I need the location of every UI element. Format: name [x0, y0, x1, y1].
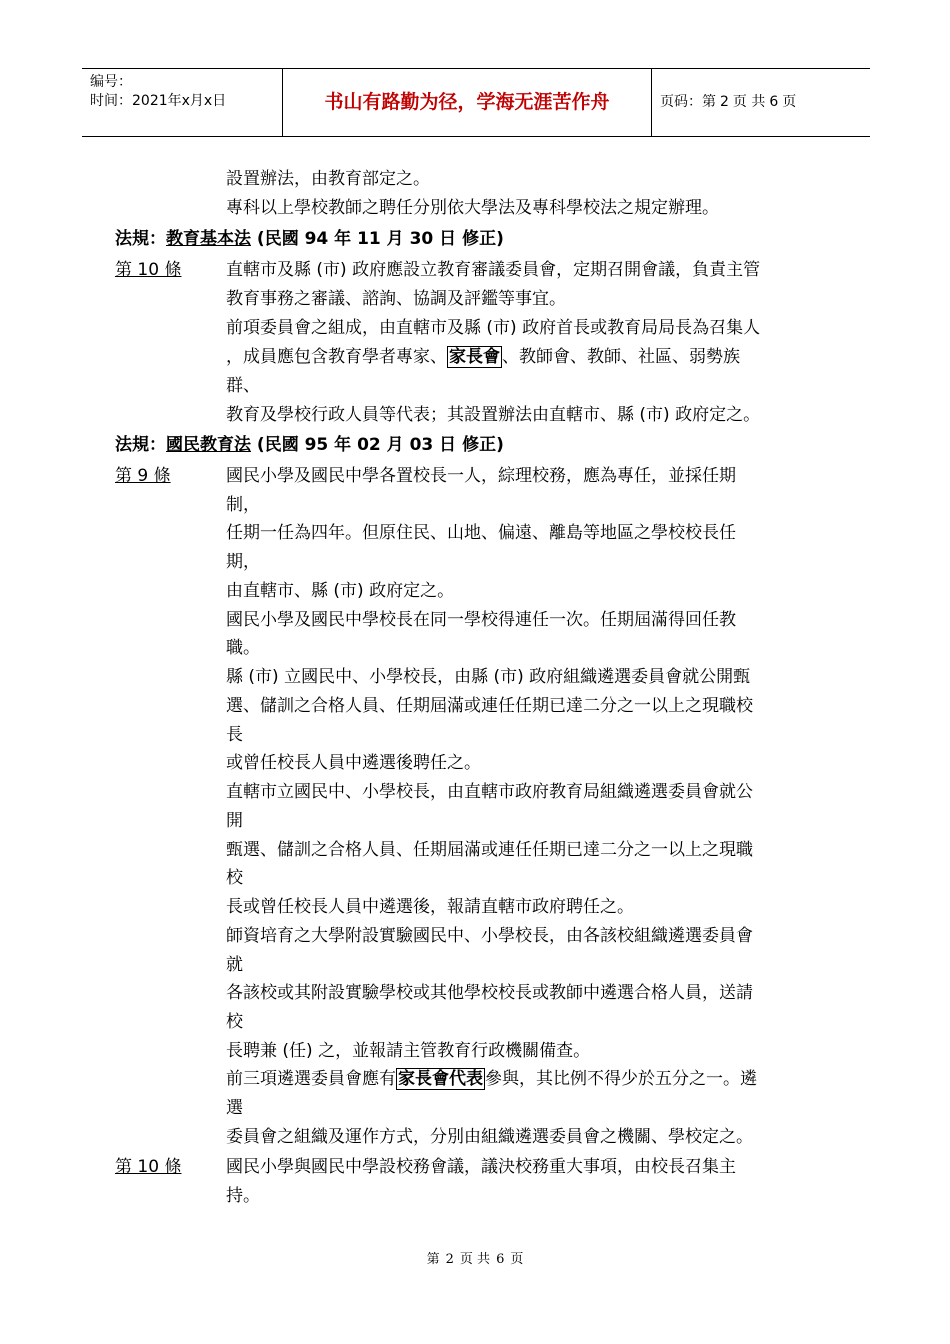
page-header [82, 68, 870, 137]
text-line: 教育及學校行政人員等代表；其設置辦法由直轄市、縣 (市) 政府定之。 [226, 405, 761, 425]
highlight-box: 家長會 [449, 347, 500, 367]
text-line: 長 [226, 725, 243, 745]
header-meta [82, 69, 282, 136]
text-line: 長或曾任校長人員中遴選後，報請直轄市政府聘任之。 [226, 897, 634, 917]
law-prefix: 法規： [115, 229, 166, 249]
text-line: 師資培育之大學附設實驗國民中、小學校長，由各該校組織遴選委員會 [226, 926, 753, 946]
text-line: 直轄市立國民中、小學校長，由直轄市政府教育局組織遴選委員會就公 [226, 782, 753, 802]
header-page-info [660, 69, 870, 136]
text-line: 就 [226, 955, 243, 975]
text-line: 直轄市及縣 (市) 政府應設立教育審議委員會，定期召開會議，負責主管 [226, 260, 761, 280]
law-name: 國民教育法 [166, 435, 251, 455]
text-line: 或曾任校長人員中遴選後聘任之。 [226, 753, 481, 773]
text-run: 、教師會、教師、社區、弱勢族 [502, 347, 740, 367]
law-heading [115, 434, 504, 456]
text-line: 開 [226, 811, 243, 831]
text-line: 校 [226, 868, 243, 888]
footer-total: 6 [496, 1252, 505, 1267]
text-line: 選、儲訓之合格人員、任期屆滿或連任任期已達二分之一以上之現職校 [226, 696, 753, 716]
text-line: 國民小學及國民中學校長在同一學校得連任一次。任期屆滿得回任教 [226, 610, 736, 630]
footer-post: 页 [510, 1252, 524, 1267]
page-footer [0, 1248, 950, 1267]
text-line: 設置辦法，由教育部定之。 [226, 169, 430, 189]
text-run: 前三項遴選委員會應有 [226, 1069, 396, 1089]
text-line: 群、 [226, 376, 260, 396]
text-line: 各該校或其附設實驗學校或其他學校校長或教師中遴選合格人員，送請 [226, 983, 753, 1003]
text-line: 前項委員會之組成，由直轄市及縣 (市) 政府首長或教育局局長為召集人 [226, 318, 761, 338]
text-line: 任期一任為四年。但原住民、山地、偏遠、離島等地區之學校校長任 [226, 523, 736, 543]
text-line: 職。 [226, 638, 260, 658]
highlight-box: 家長會代表 [398, 1069, 483, 1089]
page-total: 6 [769, 94, 779, 110]
text-line: 長聘兼 (任) 之，並報請主管教育行政機關備查。 [226, 1041, 591, 1061]
law-date: (民國 94 年 11 月 30 日 修正) [251, 229, 504, 249]
text-line [226, 346, 740, 368]
text-line: 委員會之組織及運作方式，分別由組織遴選委員會之機關、學校定之。 [226, 1127, 753, 1147]
page-mid: 页 共 [732, 94, 766, 110]
header-motto: 书山有路勤为径，学海无涯苦作舟 [282, 69, 652, 136]
footer-current: 2 [445, 1252, 454, 1267]
number-label: 编号： [90, 74, 132, 90]
text-run: 參與，其比例不得少於五分之一。遴 [485, 1069, 757, 1089]
page-current: 2 [720, 94, 729, 110]
text-line: 期， [226, 552, 260, 572]
page-label: 页码：第 [660, 94, 716, 110]
text-line: 選 [226, 1098, 243, 1118]
article-label: 第 10 條 [115, 1157, 182, 1177]
text-line: 教育事務之審議、諮詢、協調及評鑑等事宜。 [226, 289, 566, 309]
text-line: 國民小學及國民中學各置校長一人，綜理校務，應為專任，並採任期 [226, 466, 736, 486]
article-label: 第 10 條 [115, 260, 182, 280]
footer-pre: 第 [426, 1252, 440, 1267]
footer-mid: 页 共 [459, 1252, 491, 1267]
law-prefix: 法規： [115, 435, 166, 455]
text-line: 專科以上學校教師之聘任分別依大學法及專科學校法之規定辦理。 [226, 198, 719, 218]
text-line: 縣 (市) 立國民中、小學校長，由縣 (市) 政府組織遴選委員會就公開甄 [226, 667, 751, 687]
text-line: 制， [226, 495, 260, 515]
article-label: 第 9 條 [115, 466, 171, 486]
text-line: 甄選、儲訓之合格人員、任期屆滿或連任任期已達二分之一以上之現職 [226, 840, 753, 860]
text-line: 持。 [226, 1186, 260, 1206]
law-heading [115, 228, 504, 250]
text-run: ，成員應包含教育學者專家、 [226, 347, 447, 367]
text-line: 校 [226, 1012, 243, 1032]
time-label: 时间：2021年x月x日 [90, 93, 227, 109]
text-line [226, 1068, 757, 1090]
law-date: (民國 95 年 02 月 03 日 修正) [251, 435, 504, 455]
law-name: 教育基本法 [166, 229, 251, 249]
text-line: 國民小學與國民中學設校務會議，議決校務重大事項，由校長召集主 [226, 1157, 736, 1177]
page-end: 页 [782, 94, 797, 110]
text-line: 由直轄市、縣 (市) 政府定之。 [226, 581, 455, 601]
